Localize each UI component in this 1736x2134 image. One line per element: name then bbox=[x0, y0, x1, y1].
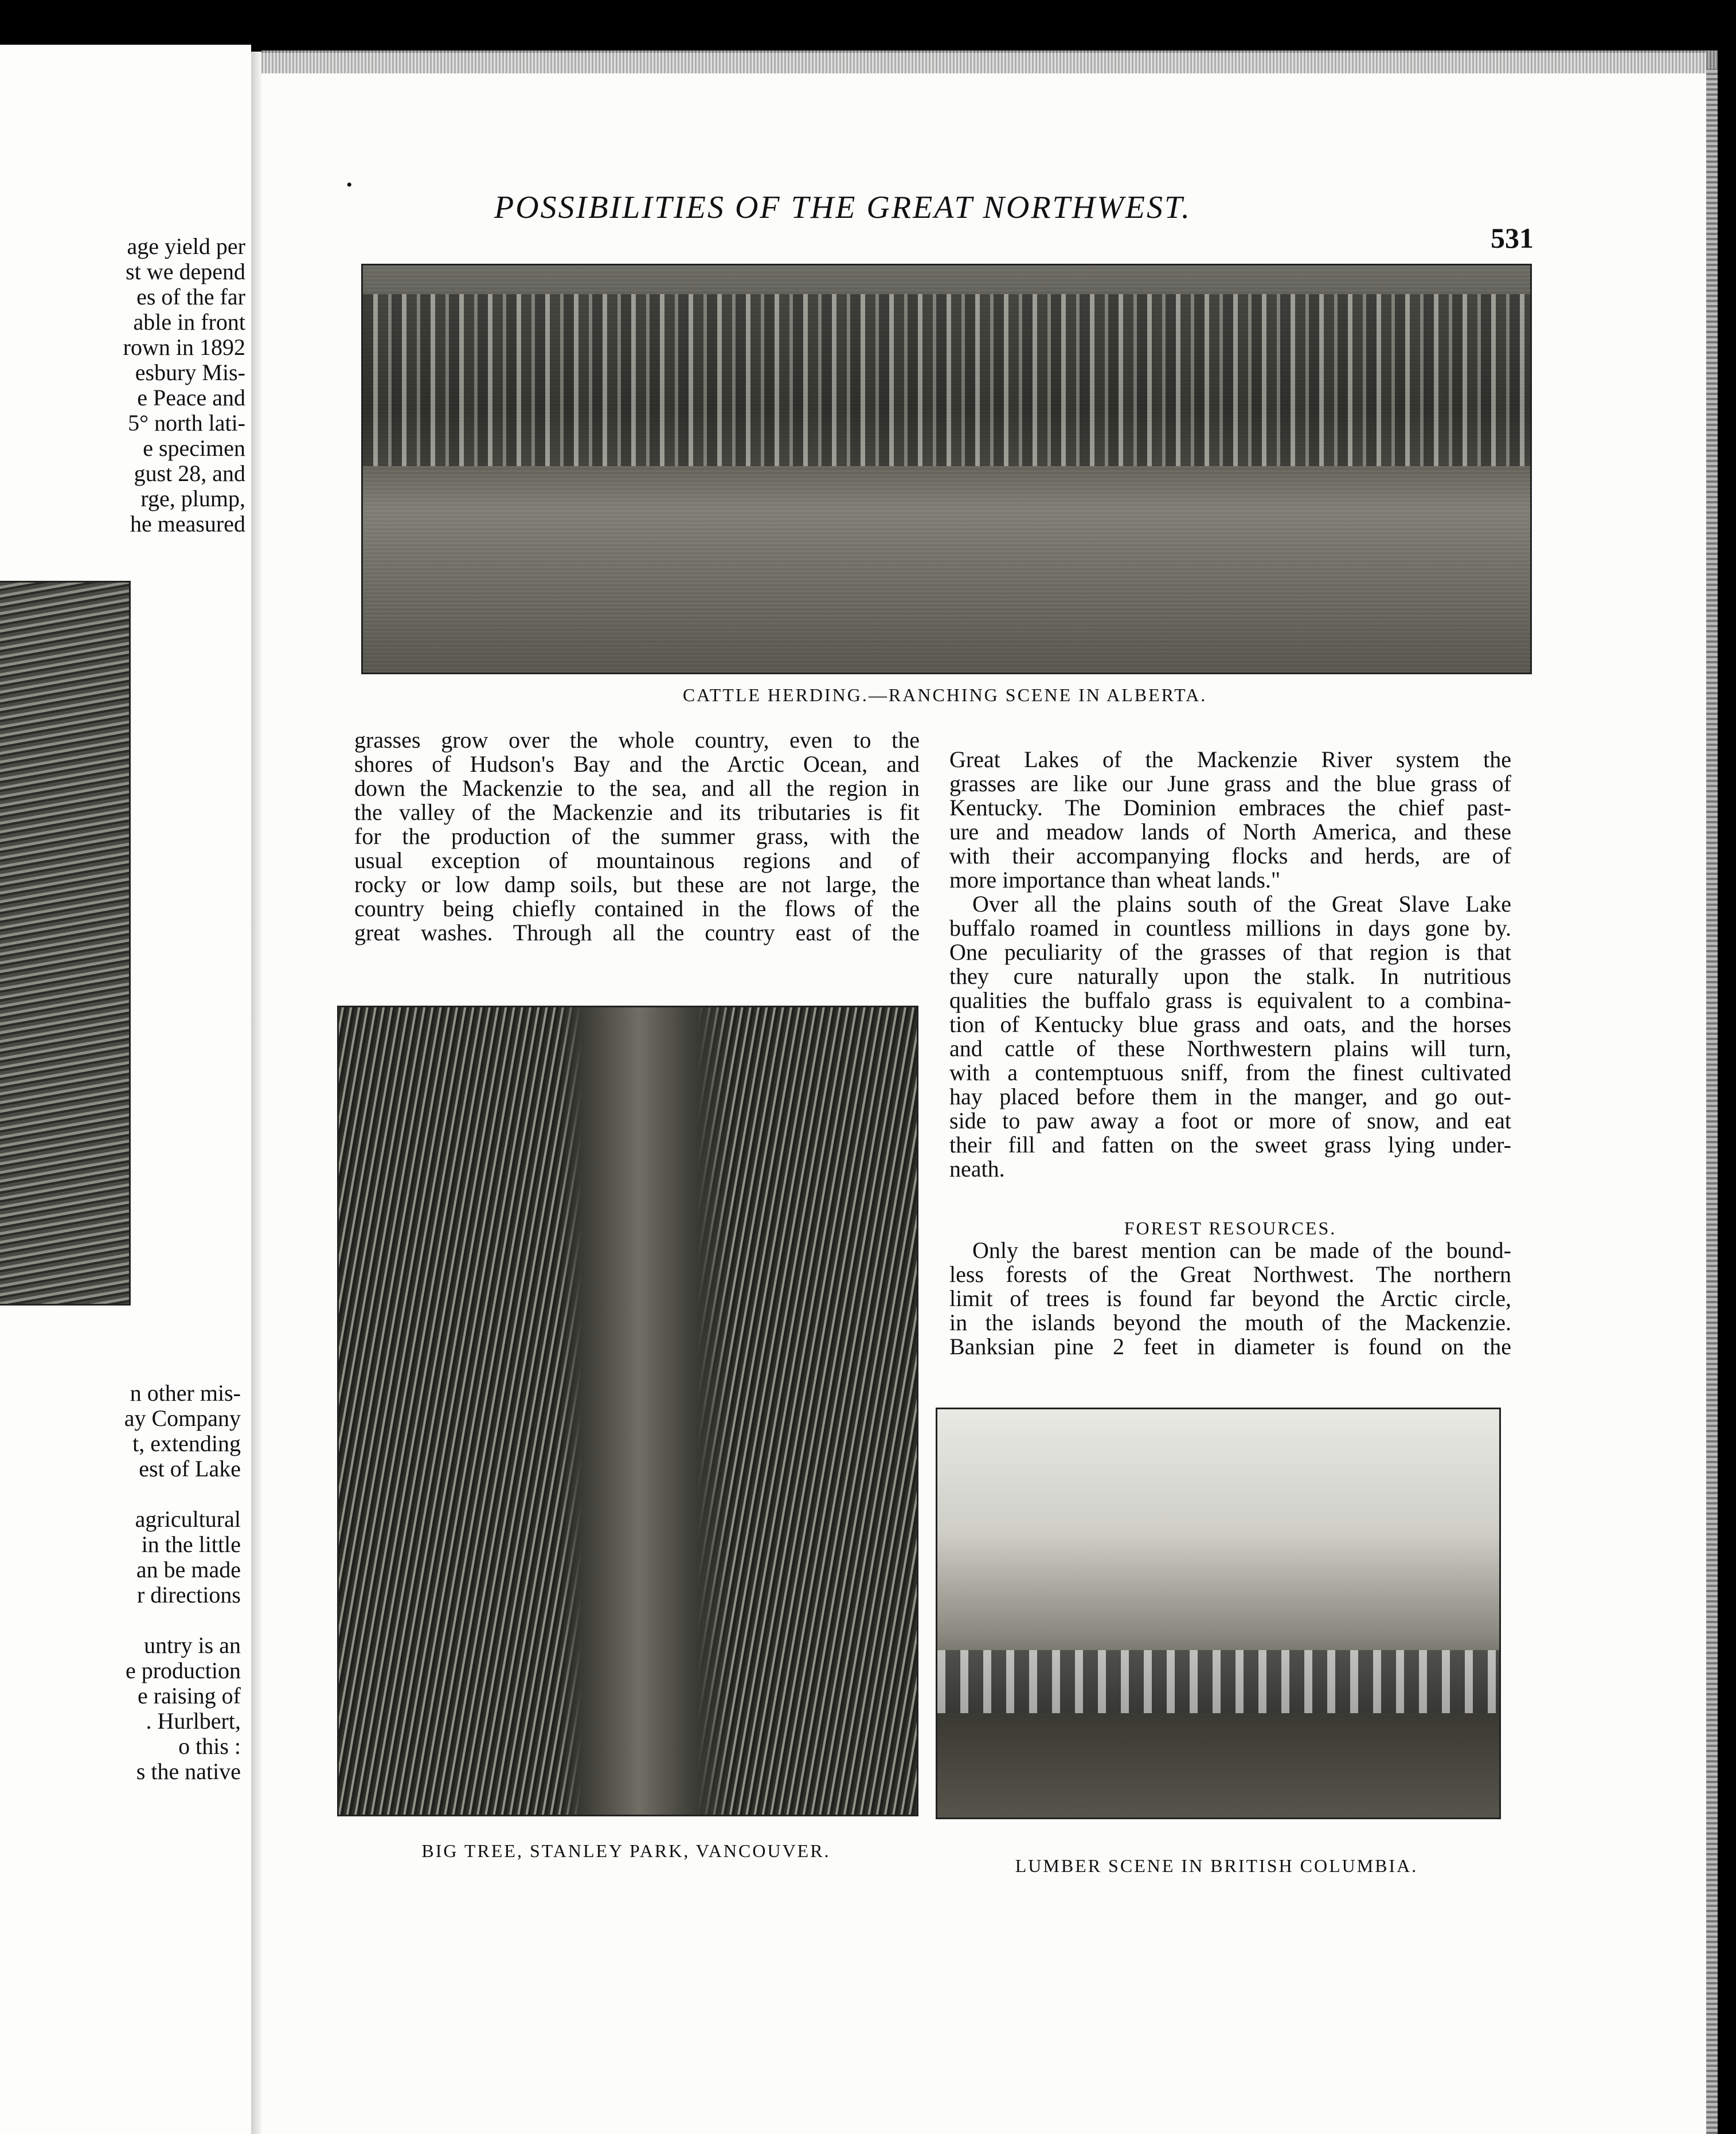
right-column-text: Great Lakes of the Mackenzie River system the grasses are like our June grass and the blue grass of Kentucky. The Dominion embraces the chief past- ure and meadow lands of North America, and these with their accompanying flocks and herds, are of more importance than wheat lands." Over all the plains south of the Great Slave Lake buffalo roamed in countless millions in days gone by. One peculiarity of the grasses of that region is that they cure naturally upon the stalk. In nutritious qualities the buffalo grass is equivalent to a combina- tion of Kentucky blue grass and oats, and the horses and cattle of these Northwestern plains will turn, with a contemptuous sniff, from the finest cultivated hay placed before them in the manger, and go out- side to paw away a foot or more of snow, and eat their fill and fatten on the sweet grass lying under- neath. bbox=[949, 746, 1511, 1182]
cattle-herding-photo bbox=[361, 264, 1532, 674]
book-gutter bbox=[251, 52, 261, 2134]
page-top-edge bbox=[261, 50, 1718, 73]
lumber-caption: LUMBER SCENE IN BRITISH COLUMBIA. bbox=[1015, 1855, 1418, 1876]
lumber-fence bbox=[937, 1650, 1499, 1713]
left-page-text-bottom: n other mis- ay Company t, extending est of Lake agricultural in the little an be made r directions untry is an e production e raising of . Hurlbert, o this : s the native bbox=[124, 1380, 241, 1784]
left-page-photo bbox=[0, 581, 131, 1306]
page-number: 531 bbox=[1491, 222, 1534, 254]
tree-caption: BIG TREE, STANLEY PARK, VANCOUVER. bbox=[421, 1840, 831, 1861]
forest-resources-heading: FOREST RESOURCES. bbox=[1124, 1218, 1337, 1238]
margin-dot: • bbox=[346, 175, 353, 194]
cattle-caption: CATTLE HERDING.—RANCHING SCENE IN ALBERTA. bbox=[682, 685, 1207, 705]
forest-resources-text: Only the barest mention can be made of the bound- less forests of the Great Northwest. The northern limit of trees is found far beyond the Arctic circle, in the islands beyond the mouth of the Mackenzie. Banksian pine 2 feet in diameter is found on the bbox=[949, 1237, 1511, 1359]
left-page-text-top: age yield per st we depend es of the far able in front rown in 1892 esbury Mis- e Peace and 5° north lati- e specimen gust 28, and rge, plump, he measured bbox=[123, 233, 245, 537]
cattle-herd bbox=[363, 294, 1530, 466]
left-page bbox=[0, 45, 251, 2134]
big-tree-photo bbox=[337, 1006, 918, 1816]
running-title: POSSIBILITIES OF THE GREAT NORTHWEST. bbox=[494, 190, 1191, 225]
left-column-text: grasses grow over the whole country, even to the shores of Hudson's Bay and the Arctic Ocean, and down the Mackenzie to the sea, and all the region in the valley of the Mackenzie and its tributaries is fit for the production of the summer grass, with the usual exception of mountainous regions and of rocky or low damp soils, but these are not large, the country being chiefly contained in the flows of the great washes. Through all the country east of the bbox=[354, 727, 920, 945]
lumber-scene-photo bbox=[936, 1408, 1501, 1819]
page-right-edge bbox=[1706, 69, 1718, 2134]
